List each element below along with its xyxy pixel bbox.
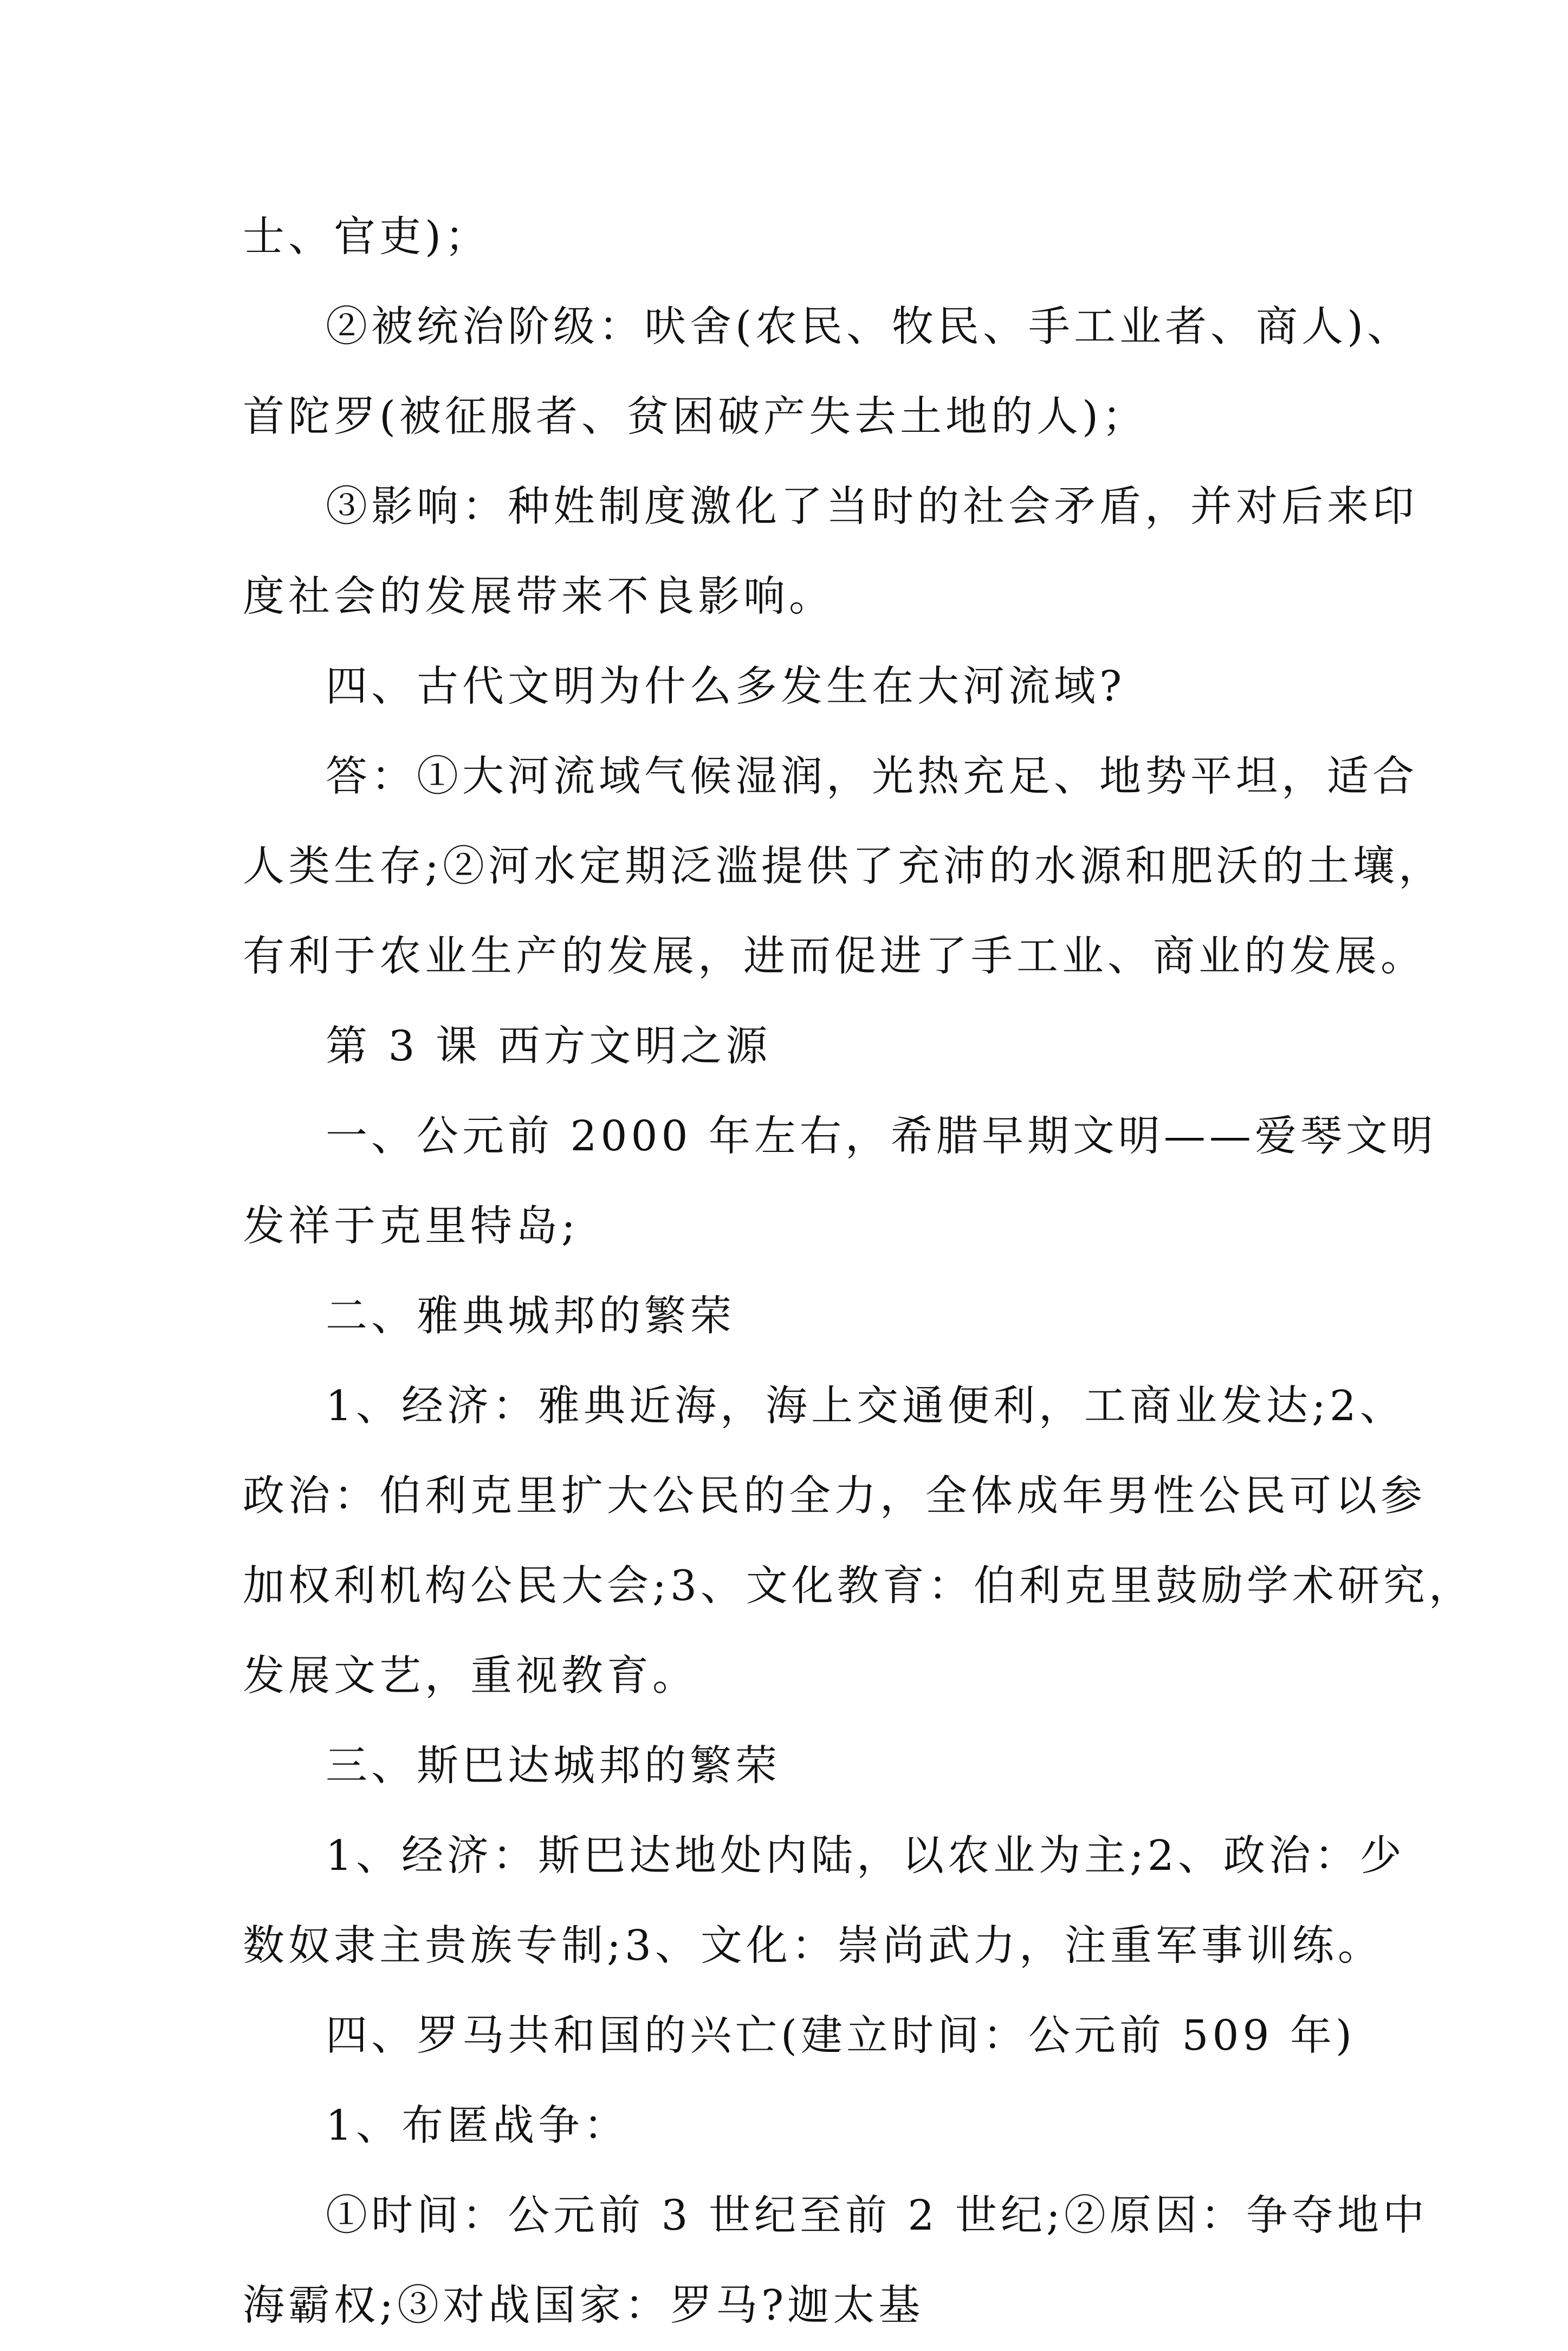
text-line: 加权利机构公民大会;3、文化教育：伯利克里鼓励学术研究，	[243, 1562, 1474, 1610]
section-heading: 三、斯巴达城邦的繁荣	[326, 1742, 781, 1790]
lesson-heading: 第 3 课 西方文明之源	[326, 1022, 772, 1071]
text-line: 度社会的发展带来不良影响。	[243, 573, 834, 621]
text-line: 1、经济：斯巴达地处内陆，以农业为主;2、政治：少	[326, 1832, 1405, 1880]
section-heading: 二、雅典城邦的繁荣	[326, 1292, 735, 1340]
text-line: 有利于农业生产的发展，进而促进了手工业、商业的发展。	[243, 932, 1426, 981]
text-line: 数奴隶主贵族专制;3、文化：崇尚武力，注重军事训练。	[243, 1922, 1383, 1970]
text-line: 人类生存;②河水定期泛滥提供了充沛的水源和肥沃的土壤，	[243, 843, 1444, 891]
text-line: 政治：伯利克里扩大公民的全力，全体成年男性公民可以参	[243, 1472, 1426, 1520]
text-line: 发祥于克里特岛;	[243, 1202, 579, 1251]
text-line: ②被统治阶级：吠舍(农民、牧民、手工业者、商人)、	[326, 303, 1413, 351]
text-line: 发展文艺，重视教育。	[243, 1652, 698, 1700]
text-line: 1、经济：雅典近海，海上交通便利，工商业发达;2、	[326, 1382, 1405, 1430]
text-line: ①时间：公元前 3 世纪至前 2 世纪;②原因：争夺地中	[326, 2192, 1428, 2240]
text-line: 四、古代文明为什么多发生在大河流域?	[326, 663, 1126, 711]
section-heading: 四、罗马共和国的兴亡(建立时间：公元前 509 年)	[326, 2012, 1356, 2060]
text-line: 一、公元前 2000 年左右，希腊早期文明——爱琴文明	[326, 1112, 1437, 1161]
text-line: 答：①大河流域气候湿润，光热充足、地势平坦，适合	[326, 753, 1418, 801]
text-line: 海霸权;③对战国家：罗马?迦太基	[243, 2282, 924, 2330]
text-line: 首陀罗(被征服者、贫困破产失去土地的人)；	[243, 393, 1148, 441]
text-line: 士、官吏)；	[243, 213, 491, 261]
text-body	[243, 192, 1474, 2351]
text-line: ③影响：种姓制度激化了当时的社会矛盾，并对后来印	[326, 483, 1418, 531]
text-line: 1、布匿战争：	[326, 2102, 629, 2150]
